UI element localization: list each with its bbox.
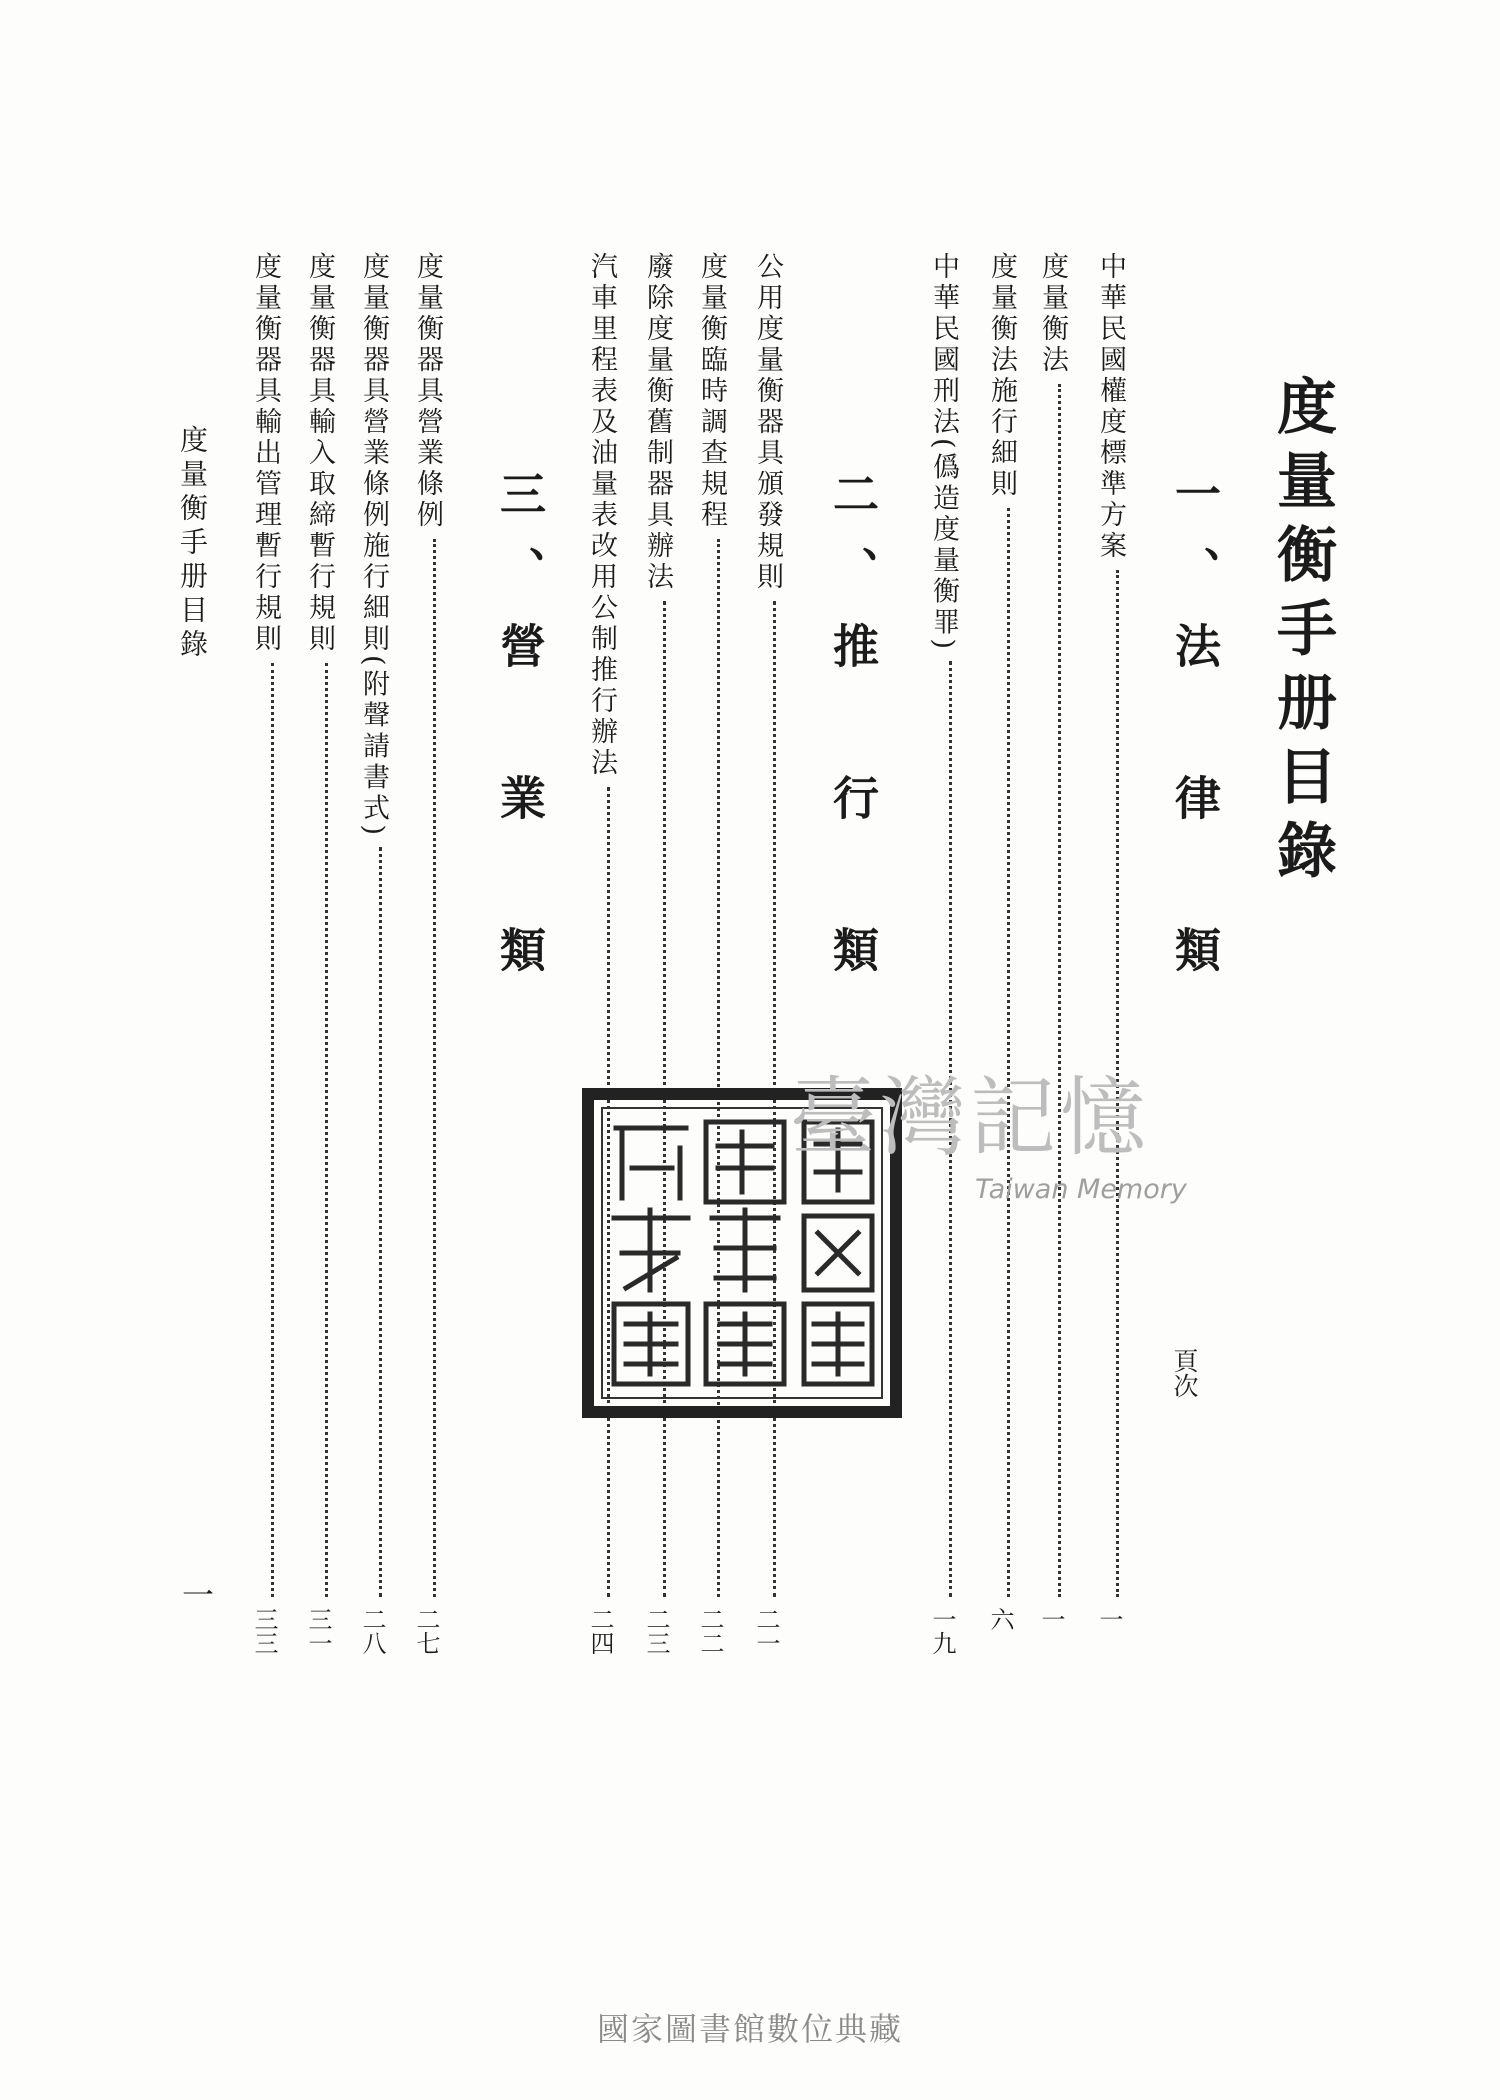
toc-entry-page: 三三 (250, 1607, 278, 1655)
toc-entry-title: 中華民國刑法(僞造度量衡罪) (928, 252, 959, 654)
toc-entry-title: 中華民國權度標準方案 (1095, 252, 1126, 562)
section-heading-business: 三、營 業 類 (493, 470, 547, 1002)
toc-entry[interactable] (250, 252, 292, 1655)
folio-number: 一 (177, 1578, 215, 1610)
watermark-en: Taiwan Memory (975, 1174, 1187, 1205)
toc-entry[interactable] (586, 252, 628, 1655)
leader-dots (379, 847, 382, 1597)
toc-entry[interactable] (696, 252, 738, 1655)
leader-dots (433, 539, 436, 1597)
toc-entry-page: 一 (1095, 1607, 1123, 1631)
page-column-header: 頁次 (1170, 1348, 1199, 1398)
toc-entry[interactable] (358, 252, 400, 1655)
footer-credit: 國家圖書館數位典藏 (596, 2010, 903, 2048)
toc-entry-page: 二四 (586, 1607, 614, 1655)
toc-entry-page: 一九 (928, 1607, 956, 1655)
toc-entry-title: 汽車里程表及油量表改用公制推行辦法 (586, 252, 617, 779)
leader-dots (717, 539, 720, 1597)
toc-entry-title: 度量衡法 (1037, 252, 1068, 376)
toc-entry[interactable] (412, 252, 454, 1655)
toc-entry-page: 二一 (752, 1607, 780, 1655)
toc-entry-page: 二七 (412, 1607, 440, 1655)
toc-entry-title: 度量衡器具營業條例施行細則(附聲請書式) (358, 252, 389, 840)
toc-entry-page: 二八 (358, 1607, 386, 1655)
toc-entry[interactable] (928, 252, 970, 1655)
leader-dots (325, 663, 328, 1597)
toc-entry[interactable] (304, 252, 346, 1655)
toc-entry-title: 度量衡臨時調查規程 (696, 252, 727, 531)
watermark-cn: 臺灣記憶 (790, 1068, 1150, 1168)
toc-entry-page: 三一 (304, 1607, 332, 1655)
toc-entry-title: 度量衡器具輸出管理暫行規則 (250, 252, 281, 655)
section-heading-promotion: 二、推 行 類 (826, 470, 880, 1002)
section-heading-law: 一、法 律 類 (1168, 470, 1222, 1002)
toc-entry[interactable] (642, 252, 684, 1655)
toc-entry[interactable] (1097, 252, 1137, 1652)
leader-dots (271, 663, 274, 1597)
toc-entry[interactable] (752, 252, 794, 1655)
toc-entry[interactable] (1039, 252, 1079, 1652)
toc-entry[interactable] (988, 252, 1028, 1652)
toc-entry-page: 二二 (696, 1607, 724, 1655)
running-head: 度量衡手册目錄 (176, 425, 209, 663)
toc-entry-title: 度量衡法施行細則 (986, 252, 1017, 500)
toc-entry-title: 度量衡器具營業條例 (412, 252, 443, 531)
toc-entry-title: 度量衡器具輸入取締暫行規則 (304, 252, 335, 655)
toc-entry-title: 公用度量衡器具頒發規則 (752, 252, 783, 593)
leader-dots (1058, 384, 1061, 1597)
toc-entry-page: 一 (1037, 1607, 1065, 1631)
toc-entry-page: 六 (986, 1607, 1014, 1631)
page-title: 度量衡手册目錄 (1267, 375, 1337, 893)
toc-entry-title: 廢除度量衡舊制器具辦法 (642, 252, 673, 593)
toc-entry-page: 二三 (642, 1607, 670, 1655)
